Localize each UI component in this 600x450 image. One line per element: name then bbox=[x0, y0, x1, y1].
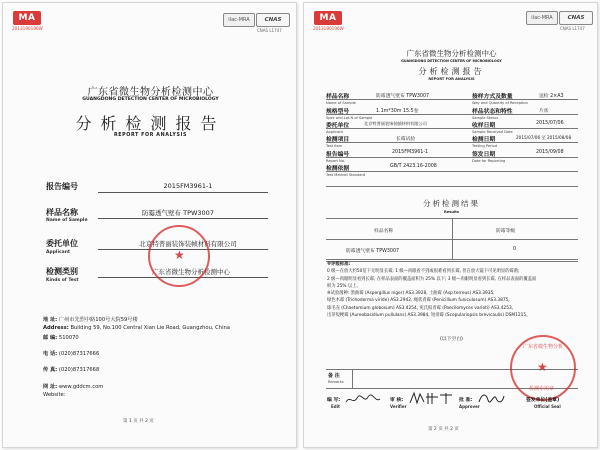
address-cn bbox=[43, 316, 138, 323]
test-kind-value: 广东省微生物分析检测中心 bbox=[152, 268, 230, 276]
grid-line bbox=[326, 157, 578, 158]
cnas-logo: CNAS bbox=[559, 11, 593, 25]
tel-value: (020)87317666 bbox=[58, 351, 100, 357]
page-number: 第 1 页 共 2 页 bbox=[123, 419, 154, 424]
spec-en: Spec and Lot.N of Sample bbox=[326, 116, 373, 120]
test-item-value: 长霉试验 bbox=[396, 137, 416, 142]
website bbox=[43, 383, 103, 390]
report-title-en: REPORT FOR ANALYSIS bbox=[428, 77, 475, 81]
postcode bbox=[43, 334, 79, 341]
results-col-sample: 样品名称 bbox=[374, 229, 394, 234]
report-title: 分析检测报告 bbox=[418, 67, 485, 76]
reception-value: 送检 2×A3 bbox=[539, 94, 564, 99]
cnas-logo: CNAS bbox=[256, 13, 290, 27]
eval-label: ※评级标准: bbox=[327, 262, 351, 267]
eval-line: 绿色木霉 (Trichoderma viride) AS3.2942, 绳状青霉 (Penicillium funiculosum) AS3.3875, bbox=[327, 298, 510, 304]
cma-code: 2013190196W bbox=[12, 26, 43, 31]
seal-text-bottom: 检测专用章 bbox=[529, 386, 555, 392]
seal-en: Official Seal bbox=[534, 404, 561, 409]
applicant-value: 北京特普丽装饰装帧材料有限公司 bbox=[139, 240, 237, 248]
address-en bbox=[43, 325, 230, 331]
official-seal-stamp bbox=[510, 335, 576, 401]
issue-date-label: 签发日期 bbox=[472, 152, 496, 158]
sample-name-label: 样品名称 bbox=[326, 94, 350, 100]
field-underline bbox=[98, 218, 268, 219]
received-date-value: 2015/07/06 bbox=[536, 121, 564, 126]
website-value: www.gddcm.com bbox=[58, 384, 104, 390]
grid-line bbox=[352, 369, 353, 388]
evaluation-notes bbox=[327, 261, 577, 319]
testing-period-en: Testing Period bbox=[472, 144, 497, 148]
eval-line: 积为 25% 以上。 bbox=[327, 283, 361, 289]
grid-line bbox=[326, 259, 578, 260]
center-name-en: GUANGDONG DETECTION CENTER OF MICROBIOLOGY bbox=[401, 59, 502, 63]
standard-value: GB/T 2423.16-2008 bbox=[390, 164, 437, 169]
applicant-label: 委托单位 bbox=[326, 123, 350, 129]
verifier-label: 审 核: bbox=[390, 398, 404, 403]
seal-star-icon: ★ bbox=[174, 248, 185, 262]
cma-logo: MA bbox=[314, 11, 342, 25]
report-results-page bbox=[303, 2, 598, 448]
eval-line: 出芽短梗霉 (Aureobasidium pullulans) AS3.3984, 短帚霉 (Scopulariopsis brevicaulis) DSM1215。 bbox=[327, 313, 531, 319]
cma-code: 2013190196W bbox=[313, 26, 344, 31]
grid-line bbox=[326, 171, 578, 172]
report-no-label: 报告编号 bbox=[46, 182, 78, 191]
ilac-mra-logo: ilac-MRA bbox=[223, 13, 255, 27]
remarks-en: Remarks bbox=[328, 380, 344, 384]
tel-label: 电 话: bbox=[43, 351, 58, 357]
seal-star-icon: ★ bbox=[537, 360, 548, 374]
field-underline bbox=[98, 192, 268, 193]
test-kind-label: 检测类别 bbox=[46, 267, 78, 276]
center-name: 广东省微生物分析检测中心 bbox=[406, 49, 497, 58]
sample-name-value: 防霉透气壁布 TPW3007 bbox=[376, 94, 430, 99]
applicant-en: Applicant bbox=[326, 130, 343, 134]
received-date-en: Sample Received Date bbox=[472, 130, 513, 134]
approver-label: 批 准: bbox=[459, 398, 473, 403]
standard-label: 检测依据 bbox=[326, 166, 350, 172]
grid-line bbox=[326, 114, 578, 115]
address-en-value: Building 59, No.100 Central Xian Lie Road, Guangzhou, China bbox=[70, 325, 230, 331]
testing-period-value: 2015/07/06 至 2015/08/08 bbox=[516, 135, 572, 140]
results-title-en: Results bbox=[444, 210, 459, 214]
cnas-code: CNAS L1747 bbox=[257, 28, 282, 33]
cma-logo: MA bbox=[13, 11, 41, 25]
fax-label: 传 真: bbox=[43, 367, 58, 373]
cnas-code: CNAS L1747 bbox=[560, 26, 585, 31]
grid-line bbox=[326, 186, 578, 187]
remarks-label: 备 注 bbox=[328, 373, 340, 379]
verifier-signature bbox=[408, 390, 454, 406]
seal-text-top: 广东省微生物分析 bbox=[523, 344, 564, 350]
report-no-en: Report No. bbox=[326, 159, 346, 163]
address-en-label: Address: bbox=[43, 325, 69, 331]
results-col-grade: 防霉等级 bbox=[496, 229, 516, 234]
fax-value: (020)87317668 bbox=[58, 367, 100, 373]
eval-line: 0 级—在放大约50倍下无明显长霉; 1 级—肉眼看不到或很难看到长霉, 但在放大镜下可见明显的霉菌; bbox=[327, 269, 520, 275]
standard-en: Test Method Standard bbox=[326, 173, 366, 177]
status-value: 片状 bbox=[539, 109, 549, 114]
ilac-mra-logo: ilac-MRA bbox=[526, 11, 558, 25]
report-no-value: 2015FM3961-1 bbox=[392, 150, 429, 155]
postcode-label: 邮 编: bbox=[43, 335, 58, 341]
status-en: Sample Status bbox=[472, 116, 499, 120]
report-title: 分析检测报告 bbox=[75, 114, 226, 133]
results-grade-cell: 0 bbox=[513, 247, 517, 252]
applicant-label: 委托单位 bbox=[46, 239, 78, 248]
official-seal-stamp bbox=[148, 225, 210, 287]
applicant-value: 北京特普丽装饰装帧材料有限公司 bbox=[364, 121, 427, 126]
report-cover-page bbox=[2, 2, 297, 448]
test-item-en: Test Item bbox=[326, 144, 343, 148]
spec-value: 1.1m*30m 15.5卷 bbox=[376, 109, 419, 114]
address-label: 地 址: bbox=[43, 317, 58, 323]
issue-date-value: 2015/09/08 bbox=[536, 150, 564, 155]
received-date-label: 收样日期 bbox=[472, 123, 496, 129]
testing-period-label: 检测日期 bbox=[472, 137, 496, 143]
grid-line bbox=[452, 218, 453, 259]
postcode-value: 510070 bbox=[58, 335, 79, 341]
reception-en: Way and Quantity of Reception bbox=[472, 101, 528, 105]
eval-line: 2 级—肉眼明显看到长霉, 在样品表面的覆盖面积为 25% 以下; 3 级—肉眼明显看到长霉, 在样品表面的覆盖面 bbox=[327, 276, 537, 282]
results-title: 分析检测结果 bbox=[423, 199, 480, 208]
center-name-en: GUANGDONG DETECTION CENTER OF MICROBIOLOGY bbox=[82, 97, 219, 102]
grid-line bbox=[326, 128, 578, 129]
approver-en: Approver bbox=[459, 404, 480, 409]
seal-label: 签发单位(盖章) bbox=[526, 398, 560, 403]
grid-line bbox=[326, 99, 578, 100]
address-value: 广州市先烈中路100号大院59号楼 bbox=[58, 317, 138, 323]
telephone bbox=[43, 350, 99, 357]
editor-label: 编 写: bbox=[327, 398, 341, 403]
spec-label: 规格型号 bbox=[326, 109, 350, 115]
report-title-en: REPORT FOR ANALYSIS bbox=[113, 133, 188, 138]
website-en-label: Website: bbox=[43, 392, 66, 398]
applicant-en: Applicant bbox=[46, 250, 71, 255]
grid-line bbox=[326, 142, 578, 143]
issue-date-en: Date for Reporting bbox=[472, 159, 506, 163]
eval-line: 球毛壳 (Chaetomium globosum) AS3.4254, 宛氏拟青霉 (Paecilomyces varioti) AS3.4253, bbox=[327, 305, 514, 311]
test-item-label: 检测项目 bbox=[326, 137, 350, 143]
sample-name-en: Name of Sample bbox=[326, 101, 356, 105]
editor-en: Edit bbox=[331, 404, 340, 409]
report-no-label: 报告编号 bbox=[326, 152, 350, 158]
sample-name-en: Name of Sample bbox=[46, 218, 88, 223]
eval-line: ※试验菌种: 黑曲霉 (Aspergillus niger) AS3.3928, 土曲霉 (Asp.terreus) AS3.3935, bbox=[327, 291, 495, 297]
verifier-en: Verifier bbox=[390, 404, 407, 409]
status-label: 样品状态和特性 bbox=[472, 109, 513, 115]
reception-label: 接样方式及数量 bbox=[472, 94, 513, 100]
blank-note: (以下空白) bbox=[440, 337, 463, 342]
center-name: 广东省微生物分析检测中心 bbox=[87, 87, 214, 98]
fax bbox=[43, 366, 99, 373]
report-no-value: 2015FM3961-1 bbox=[163, 182, 213, 190]
results-sample-cell: 防霉透气壁布 TPW3007 bbox=[346, 249, 400, 254]
website-label: 网 址: bbox=[43, 384, 58, 390]
page-number: 第 2 页 共 2 页 bbox=[428, 427, 459, 432]
approver-signature bbox=[476, 390, 506, 406]
editor-signature bbox=[344, 393, 382, 407]
test-kind-en: Kinds of Test bbox=[46, 278, 79, 283]
sample-name-value: 防霉透气壁布 TPW3007 bbox=[142, 209, 214, 217]
sample-name-label: 样品名称 bbox=[46, 208, 78, 217]
